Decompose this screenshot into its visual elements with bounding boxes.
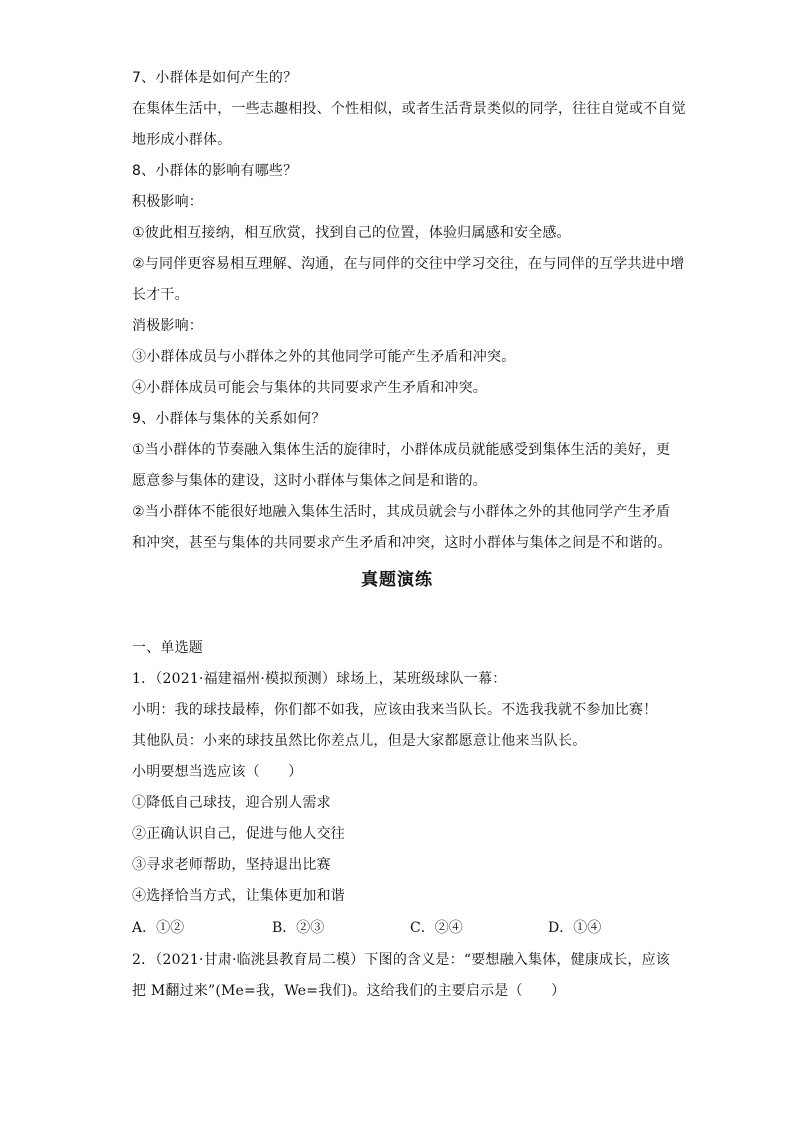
positive-impact-label: 积极影响： xyxy=(132,194,203,210)
positive-impact-2-line-2: 长才干。 xyxy=(132,287,189,303)
positive-impact-1: ①彼此相互接纳，相互欣赏，找到自己的位置，体验归属感和安全感。 xyxy=(132,225,571,241)
q1-item-1: ①降低自己球技，迎合别人需求 xyxy=(132,795,331,811)
q9-answer-1-line-1: ①当小群体的节奏融入集体生活的旋律时，小群体成员就能感受到集体生活的美好，更 xyxy=(132,442,671,458)
q2-stem-line-1: 2．（2021·甘肃·临洮县教育局二模）下图的含义是：“要想融入集体，健康成长，应该 xyxy=(132,952,670,968)
q1-item-2: ②正确认识自己，促进与他人交往 xyxy=(132,826,345,842)
q1-option-d: D．①④ xyxy=(548,920,602,936)
q2-stem-line-2: 把 M翻过来”(Me=我，We=我们)。这给我们的主要启示是（ ） xyxy=(132,983,566,999)
part-label: 一、单选题 xyxy=(132,640,203,656)
q1-question: 小明要想当选应该（ ） xyxy=(132,764,303,780)
positive-impact-2-line-1: ②与同伴更容易相互理解、沟通，在与同伴的交往中学习交往，在与同伴的互学共进中增 xyxy=(132,256,685,272)
negative-impact-label: 消极影响： xyxy=(132,318,203,334)
q9-answer-2-line-2: 和冲突，甚至与集体的共同要求产生矛盾和冲突，这时小群体与集体之间是不和谐的。 xyxy=(132,535,672,551)
q1-others-line: 其他队员：小来的球技虽然比你差点儿，但是大家都愿意让他来当队长。 xyxy=(132,733,587,749)
q7-answer-line-1: 在集体生活中，一些志趣相投、个性相似，或者生活背景类似的同学，往往自觉或不自觉 xyxy=(132,101,686,117)
negative-impact-3: ③小群体成员与小群体之外的其他同学可能产生矛盾和冲突。 xyxy=(132,349,516,365)
q1-option-b: B．②③ xyxy=(272,920,325,936)
q8-heading: 8、小群体的影响有哪些？ xyxy=(132,163,298,179)
q1-item-4: ④选择恰当方式，让集体更加和谐 xyxy=(132,888,345,904)
q9-heading: 9、小群体与集体的关系如何？ xyxy=(132,411,326,427)
section-title: 真题演练 xyxy=(361,570,433,590)
q9-answer-2-line-1: ②当小群体不能很好地融入集体生活时，其成员就会与小群体之外的其他同学产生矛盾 xyxy=(132,504,671,520)
negative-impact-4: ④小群体成员可能会与集体的共同要求产生矛盾和冲突。 xyxy=(132,380,487,396)
q9-answer-1-line-2: 愿意参与集体的建设，这时小群体与集体之间是和谐的。 xyxy=(132,473,487,489)
q1-option-c: C．②④ xyxy=(410,920,463,936)
q1-option-a: A．①② xyxy=(132,920,185,936)
q1-xiaoming-line: 小明：我的球技最棒，你们都不如我，应该由我来当队长。不选我我就不参加比赛！ xyxy=(132,702,658,718)
q7-heading: 7、小群体是如何产生的？ xyxy=(132,70,298,86)
q7-answer-line-2: 地形成小群体。 xyxy=(132,132,232,148)
q1-item-3: ③寻求老师帮助，坚持退出比赛 xyxy=(132,857,331,873)
q1-stem: 1．（2021·福建福州·模拟预测）球场上，某班级球队一幕： xyxy=(132,671,507,687)
